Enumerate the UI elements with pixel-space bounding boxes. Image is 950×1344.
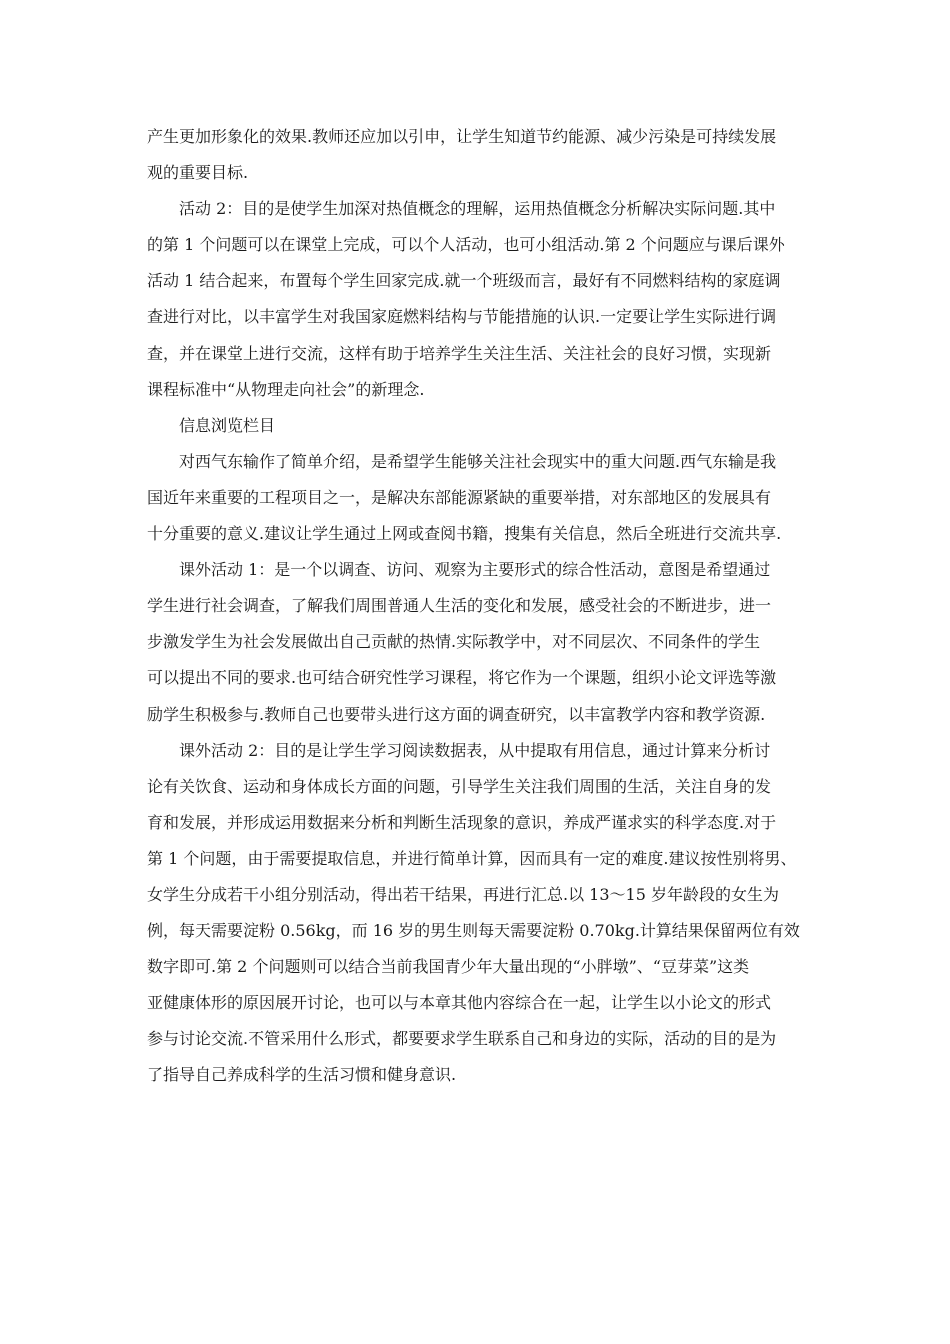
text-line: 国近年来重要的工程项目之一，是解决东部能源紧缺的重要举措，对东部地区的发展具有 (147, 487, 772, 507)
text-line: 对西气东输作了简单介绍，是希望学生能够关注社会现实中的重大问题.西气东输是我 (179, 451, 777, 471)
text-line: 可以提出不同的要求.也可结合研究性学习课程，将它作为一个课题，组织小论文评选等激 (147, 668, 777, 688)
text-line: 活动 2：目的是使学生加深对热值概念的理解，运用热值概念分析解决实际问题.其中 (179, 199, 776, 219)
text-line: 数字即可.第 2 个问题则可以结合当前我国青少年大量出现的“小胖墩”、“豆芽菜”这类 (147, 957, 750, 977)
text-line: 励学生积极参与.教师自己也要带头进行这方面的调查研究，以丰富教学内容和教学资源. (147, 704, 766, 724)
text-line: 亚健康体形的原因展开讨论，也可以与本章其他内容综合在一起，让学生以小论文的形式 (147, 993, 772, 1013)
text-line: 参与讨论交流.不管采用什么形式，都要要求学生联系自己和身边的实际，活动的目的是为 (147, 1029, 777, 1049)
text-line: 育和发展，并形成运用数据来分析和判断生活现象的意识，养成严谨求实的科学态度.对于 (147, 812, 777, 832)
text-line: 十分重要的意义.建议让学生通过上网或查阅书籍，搜集有关信息，然后全班进行交流共享. (147, 524, 782, 544)
text-line: 步激发学生为社会发展做出自己贡献的热情.实际教学中，对不同层次、不同条件的学生 (147, 632, 761, 652)
text-line: 女学生分成若干小组分别活动，得出若干结果，再进行汇总.以 13～15 岁年龄段的女生为 (147, 884, 779, 904)
text-line: 的第 1 个问题可以在课堂上完成，可以个人活动，也可小组活动.第 2 个问题应与课后课外 (147, 235, 785, 255)
text-line: 查，并在课堂上进行交流，这样有助于培养学生关注生活、关注社会的良好习惯，实现新 (147, 343, 772, 363)
text-line: 课外活动 1：是一个以调查、访问、观察为主要形式的综合性活动，意图是希望通过 (179, 560, 771, 580)
text-line: 了指导自己养成科学的生活习惯和健身意识. (147, 1065, 457, 1085)
text-line: 活动 1 结合起来，布置每个学生回家完成.就一个班级而言，最好有不同燃料结构的家庭调 (147, 271, 781, 291)
text-line: 例，每天需要淀粉 0.56kg，而 16 岁的男生则每天需要淀粉 0.70kg.计算结果保留两位有效 (147, 921, 800, 941)
document-body (147, 119, 813, 1094)
text-line: 课外活动 2：目的是让学生学习阅读数据表，从中提取有用信息，通过计算来分析讨 (179, 740, 771, 760)
text-line: 论有关饮食、运动和身体成长方面的问题，引导学生关注我们周围的生活，关注自身的发 (147, 776, 772, 796)
text-line: 第 1 个问题，由于需要提取信息，并进行简单计算，因而具有一定的难度.建议按性别将男、 (147, 848, 797, 868)
text-line: 观的重要目标. (147, 163, 249, 183)
text-line: 查进行对比，以丰富学生对我国家庭燃料结构与节能措施的认识.一定要让学生实际进行调 (147, 307, 777, 327)
text-line: 信息浏览栏目 (179, 415, 276, 435)
text-line: 课程标准中“从物理走向社会”的新理念. (147, 379, 425, 399)
text-line: 产生更加形象化的效果.教师还应加以引申，让学生知道节约能源、减少污染是可持续发展 (147, 127, 777, 146)
text-line: 学生进行社会调查，了解我们周围普通人生活的变化和发展，感受社会的不断进步，进一 (147, 596, 772, 616)
